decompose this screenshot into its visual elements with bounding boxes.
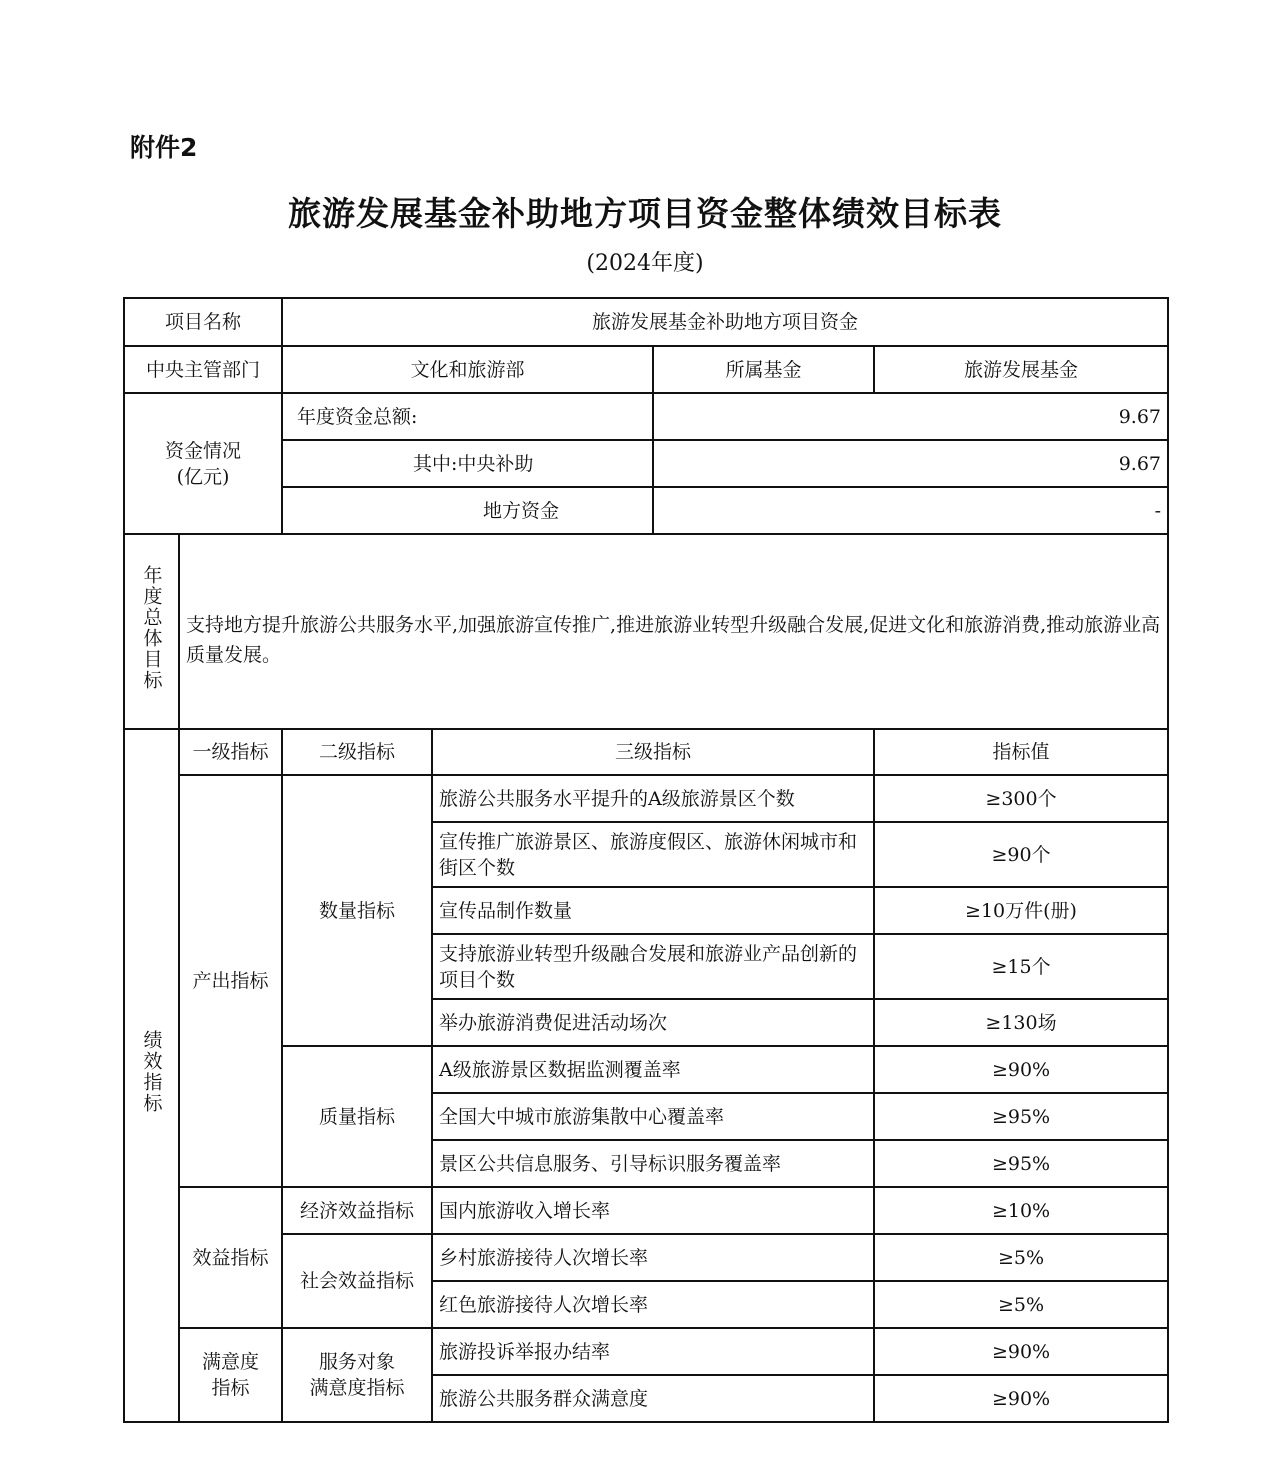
funding-label-line1: 资金情况 <box>165 439 242 462</box>
header-level2: 二级指标 <box>282 729 432 775</box>
header-level1: 一级指标 <box>179 729 282 775</box>
indicator-value: ≥10万件(册) <box>874 887 1168 934</box>
funding-label <box>124 393 282 534</box>
indicator-name: 旅游投诉举报办结率 <box>432 1328 874 1375</box>
indicator-value: ≥90% <box>874 1046 1168 1093</box>
table-row <box>124 1187 1168 1234</box>
funding-total-row <box>124 393 1168 440</box>
indicator-value: ≥95% <box>874 1140 1168 1187</box>
level1-satisfaction-line1: 满意度 <box>202 1351 260 1373</box>
central-label: 其中:中央补助 <box>282 440 653 487</box>
level2-social: 社会效益指标 <box>282 1234 432 1328</box>
indicator-value: ≥10% <box>874 1187 1168 1234</box>
goal-text: 支持地方提升旅游公共服务水平,加强旅游宣传推广,推进旅游业转型升级融合发展,促进文化和旅游消费,推动旅游业高质量发展。 <box>179 534 1168 729</box>
indicator-name: 国内旅游收入增长率 <box>432 1187 874 1234</box>
indicator-name: A级旅游景区数据监测覆盖率 <box>432 1046 874 1093</box>
level1-benefit: 效益指标 <box>179 1187 282 1328</box>
project-name-row <box>124 298 1168 346</box>
indicator-name: 景区公共信息服务、引导标识服务覆盖率 <box>432 1140 874 1187</box>
indicator-value: ≥95% <box>874 1093 1168 1140</box>
indicator-value: ≥90% <box>874 1375 1168 1422</box>
central-value: 9.67 <box>653 440 1168 487</box>
level2-service <box>282 1328 432 1422</box>
perf-label: 绩效指标 <box>140 1030 163 1114</box>
indicator-value: ≥5% <box>874 1281 1168 1328</box>
level2-quality: 质量指标 <box>282 1046 432 1187</box>
indicator-value: ≥15个 <box>874 934 1168 999</box>
local-value: - <box>653 487 1168 534</box>
project-name-value: 旅游发展基金补助地方项目资金 <box>282 298 1168 346</box>
fund-label: 所属基金 <box>653 346 874 393</box>
dept-value: 文化和旅游部 <box>282 346 653 393</box>
fund-value: 旅游发展基金 <box>874 346 1168 393</box>
indicator-value: ≥90% <box>874 1328 1168 1375</box>
indicator-name: 红色旅游接待人次增长率 <box>432 1281 874 1328</box>
level1-output: 产出指标 <box>179 775 282 1187</box>
annual-total-value: 9.67 <box>653 393 1168 440</box>
indicator-name: 全国大中城市旅游集散中心覆盖率 <box>432 1093 874 1140</box>
annual-total-label: 年度资金总额: <box>282 393 653 440</box>
indicator-name: 举办旅游消费促进活动场次 <box>432 999 874 1046</box>
indicator-name: 宣传推广旅游景区、旅游度假区、旅游休闲城市和街区个数 <box>432 822 874 887</box>
dept-label: 中央主管部门 <box>124 346 282 393</box>
local-label: 地方资金 <box>282 487 653 534</box>
indicator-value: ≥90个 <box>874 822 1168 887</box>
header-level3: 三级指标 <box>432 729 874 775</box>
table-row <box>124 775 1168 822</box>
indicator-name: 乡村旅游接待人次增长率 <box>432 1234 874 1281</box>
level2-economic: 经济效益指标 <box>282 1187 432 1234</box>
goal-row <box>124 534 1168 729</box>
indicator-value: ≥5% <box>874 1234 1168 1281</box>
level2-service-line2: 满意度指标 <box>309 1377 405 1399</box>
perf-label-cell <box>124 729 179 1422</box>
indicator-value: ≥130场 <box>874 999 1168 1046</box>
level1-satisfaction-line2: 指标 <box>211 1377 250 1399</box>
indicator-name: 宣传品制作数量 <box>432 887 874 934</box>
project-name-label: 项目名称 <box>124 298 282 346</box>
indicator-name: 旅游公共服务水平提升的A级旅游景区个数 <box>432 775 874 822</box>
table-row <box>124 1328 1168 1375</box>
indicator-value: ≥300个 <box>874 775 1168 822</box>
funding-label-line2: (亿元) <box>176 465 230 488</box>
indicator-name: 旅游公共服务群众满意度 <box>432 1375 874 1422</box>
goal-label: 年度总体目标 <box>140 565 163 691</box>
performance-table <box>123 297 1169 1423</box>
attachment-label: 附件2 <box>130 133 198 162</box>
department-row <box>124 346 1168 393</box>
page-title: 旅游发展基金补助地方项目资金整体绩效目标表 <box>288 194 1002 233</box>
level1-satisfaction <box>179 1328 282 1422</box>
page-subtitle: (2024年度) <box>586 251 704 276</box>
level2-quantity: 数量指标 <box>282 775 432 1046</box>
level2-service-line1: 服务对象 <box>319 1351 396 1373</box>
header-value: 指标值 <box>874 729 1168 775</box>
indicator-name: 支持旅游业转型升级融合发展和旅游业产品创新的项目个数 <box>432 934 874 999</box>
goal-label-cell <box>124 534 179 729</box>
indicator-header-row <box>124 729 1168 775</box>
